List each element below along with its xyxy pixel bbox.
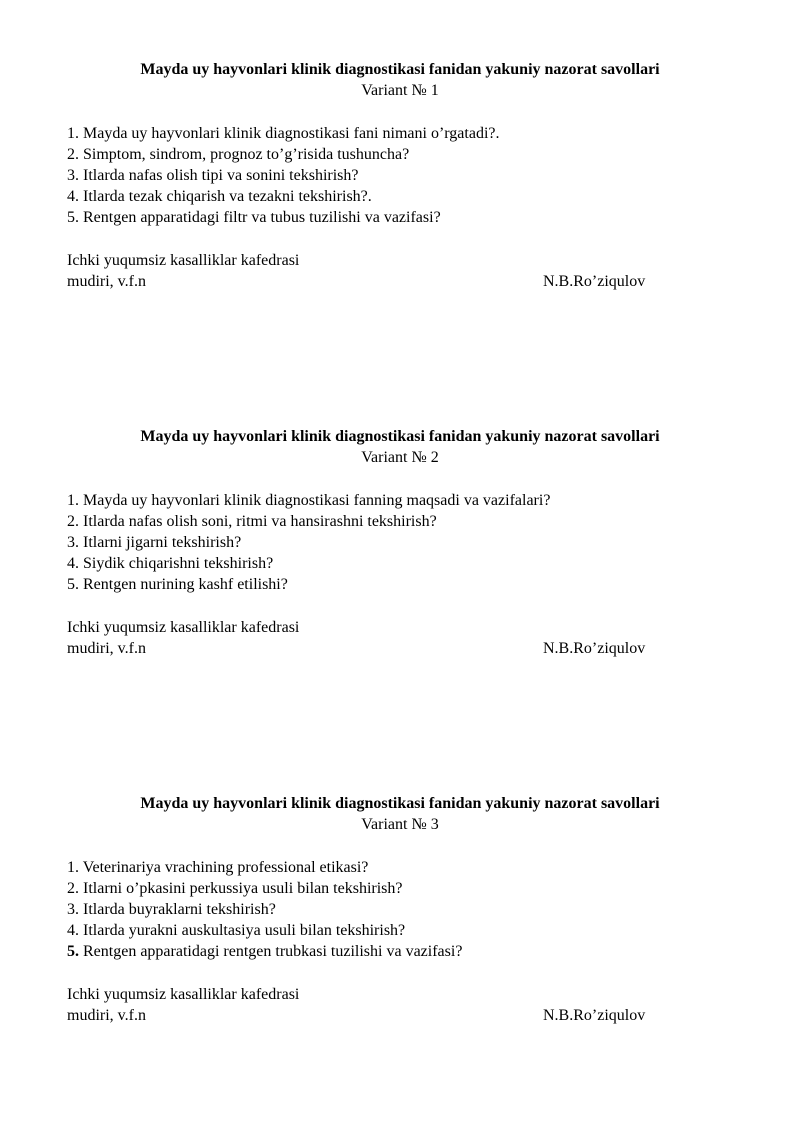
question-number: 1. bbox=[67, 859, 79, 876]
question-item bbox=[67, 186, 733, 207]
question-number: 4. bbox=[67, 555, 79, 572]
question-text: Siydik chiqarishni tekshirish? bbox=[79, 555, 274, 572]
question-text: Itlarda tezak chiqarish va tezakni tekshirish?. bbox=[79, 188, 372, 205]
question-number: 2. bbox=[67, 880, 79, 897]
question-number: 5. bbox=[67, 576, 79, 593]
question-item bbox=[67, 899, 733, 920]
question-item bbox=[67, 123, 733, 144]
question-item bbox=[67, 553, 733, 574]
question-number: 3. bbox=[67, 167, 79, 184]
signature-block bbox=[67, 250, 733, 292]
question-number: 2. bbox=[67, 146, 79, 163]
question-item bbox=[67, 941, 733, 962]
department-line: Ichki yuqumsiz kasalliklar kafedrasi bbox=[67, 619, 300, 636]
variant-section-2 bbox=[67, 426, 733, 659]
department-line: Ichki yuqumsiz kasalliklar kafedrasi bbox=[67, 252, 300, 269]
question-text: Veterinariya vrachining professional etikasi? bbox=[79, 859, 369, 876]
question-number: 4. bbox=[67, 922, 79, 939]
question-text: Rentgen apparatidagi rentgen trubkasi tuzilishi va vazifasi? bbox=[79, 943, 463, 960]
question-number: 2. bbox=[67, 513, 79, 530]
signer-name: N.B.Ro’ziqulov bbox=[543, 273, 646, 290]
question-item bbox=[67, 207, 733, 228]
exam-title: Mayda uy hayvonlari klinik diagnostikasi fanidan yakuniy nazorat savollari bbox=[140, 795, 660, 812]
question-item bbox=[67, 857, 733, 878]
question-text: Itlarda buyraklarni tekshirish? bbox=[79, 901, 276, 918]
variant-label: Variant № 1 bbox=[361, 82, 439, 99]
question-text: Mayda uy hayvonlari klinik diagnostikasi fani nimani o’rgatadi?. bbox=[79, 125, 500, 142]
department-line: Ichki yuqumsiz kasalliklar kafedrasi bbox=[67, 986, 300, 1003]
question-number: 3. bbox=[67, 901, 79, 918]
question-item bbox=[67, 920, 733, 941]
variant-section-3 bbox=[67, 793, 733, 1026]
position-line: mudiri, v.f.n bbox=[67, 1007, 146, 1024]
question-number: 4. bbox=[67, 188, 79, 205]
position-line: mudiri, v.f.n bbox=[67, 640, 146, 657]
signer-name: N.B.Ro’ziqulov bbox=[543, 1007, 646, 1024]
question-item bbox=[67, 574, 733, 595]
question-text: Rentgen nurining kashf etilishi? bbox=[79, 576, 288, 593]
variant-label: Variant № 2 bbox=[361, 449, 439, 466]
exam-title: Mayda uy hayvonlari klinik diagnostikasi fanidan yakuniy nazorat savollari bbox=[140, 61, 660, 78]
question-text: Itlarni jigarni tekshirish? bbox=[79, 534, 242, 551]
question-text: Simptom, sindrom, prognoz to’g’risida tushuncha? bbox=[79, 146, 410, 163]
question-text: Mayda uy hayvonlari klinik diagnostikasi fanning maqsadi va vazifalari? bbox=[79, 492, 551, 509]
position-line: mudiri, v.f.n bbox=[67, 273, 146, 290]
question-text: Itlarni o’pkasini perkussiya usuli bilan tekshirish? bbox=[79, 880, 403, 897]
question-number: 1. bbox=[67, 492, 79, 509]
question-list bbox=[67, 490, 733, 595]
question-number: 5. bbox=[67, 943, 79, 960]
question-text: Itlarda nafas olish tipi va sonini tekshirish? bbox=[79, 167, 359, 184]
signature-block bbox=[67, 617, 733, 659]
question-number: 3. bbox=[67, 534, 79, 551]
question-item bbox=[67, 532, 733, 553]
variant-section-1 bbox=[67, 59, 733, 292]
question-number: 1. bbox=[67, 125, 79, 142]
question-number: 5. bbox=[67, 209, 79, 226]
question-list bbox=[67, 123, 733, 228]
question-text: Itlarda nafas olish soni, ritmi va hansirashni tekshirish? bbox=[79, 513, 437, 530]
question-item bbox=[67, 511, 733, 532]
question-item bbox=[67, 878, 733, 899]
question-text: Rentgen apparatidagi filtr va tubus tuzilishi va vazifasi? bbox=[79, 209, 441, 226]
signer-name: N.B.Ro’ziqulov bbox=[543, 640, 646, 657]
question-list bbox=[67, 857, 733, 962]
question-text: Itlarda yurakni auskultasiya usuli bilan tekshirish? bbox=[79, 922, 406, 939]
variant-label: Variant № 3 bbox=[361, 816, 439, 833]
exam-title: Mayda uy hayvonlari klinik diagnostikasi fanidan yakuniy nazorat savollari bbox=[140, 428, 660, 445]
signature-block bbox=[67, 984, 733, 1026]
question-item bbox=[67, 165, 733, 186]
question-item bbox=[67, 490, 733, 511]
question-item bbox=[67, 144, 733, 165]
